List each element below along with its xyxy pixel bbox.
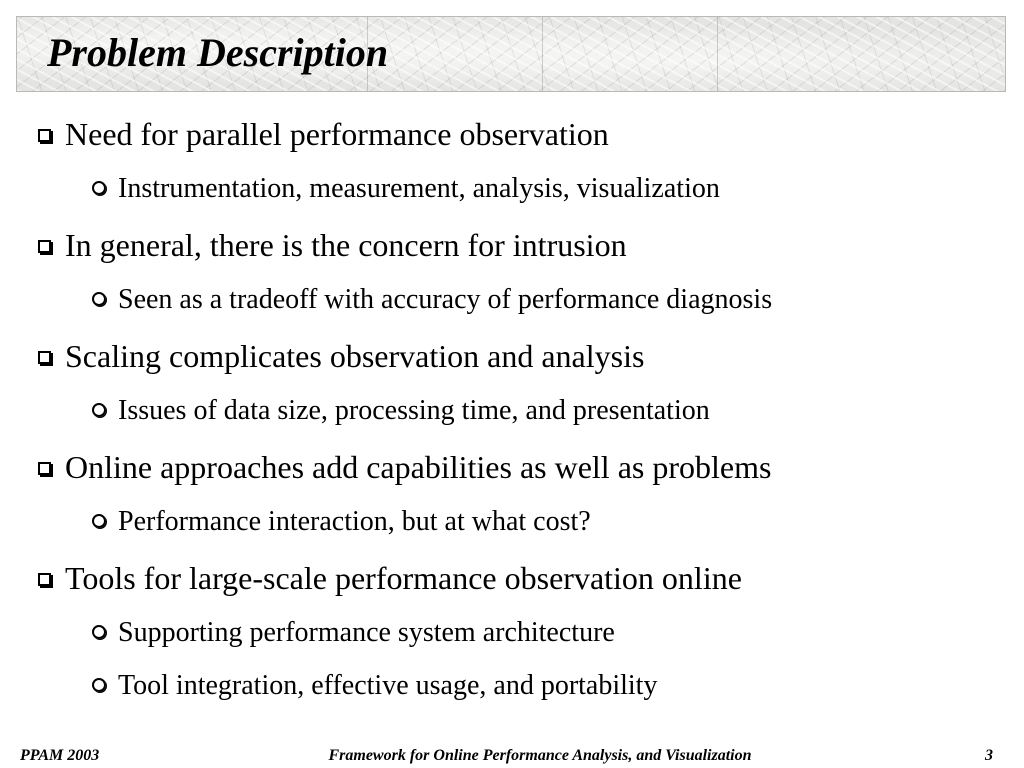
hollow-square-bullet-icon bbox=[38, 462, 51, 475]
sub-bullet-item bbox=[92, 670, 657, 702]
bullet-text: Online approaches add capabilities as well as problems bbox=[65, 449, 772, 485]
sub-bullet-text: Supporting performance system architecture bbox=[118, 617, 615, 648]
hollow-square-bullet-icon bbox=[38, 573, 51, 586]
hollow-circle-bullet-icon bbox=[92, 403, 106, 417]
hollow-square-bullet-icon bbox=[38, 240, 51, 253]
footer-page-number: 3 bbox=[985, 747, 993, 764]
hollow-circle-bullet-icon bbox=[92, 625, 106, 639]
sub-bullet-text: Tool integration, effective usage, and portability bbox=[118, 670, 658, 701]
banner-tile-seam bbox=[542, 17, 543, 91]
hollow-circle-bullet-icon bbox=[92, 292, 106, 306]
title-banner bbox=[16, 16, 1006, 92]
hollow-square-bullet-icon bbox=[38, 351, 51, 364]
sub-bullet-item bbox=[92, 395, 710, 427]
bullet-item bbox=[38, 560, 742, 596]
sub-bullet-item bbox=[92, 617, 615, 649]
sub-bullet-item bbox=[92, 284, 772, 316]
bullet-text: Scaling complicates observation and analysis bbox=[65, 338, 645, 374]
bullet-item bbox=[38, 227, 627, 263]
footer-conference: PPAM 2003 bbox=[20, 747, 100, 764]
hollow-circle-bullet-icon bbox=[92, 514, 106, 528]
hollow-square-bullet-icon bbox=[38, 129, 51, 142]
slide-title: Problem Description bbox=[47, 30, 389, 75]
sub-bullet-item bbox=[92, 173, 720, 205]
banner-tile-seam bbox=[717, 17, 718, 91]
footer-presentation-title: Framework for Online Performance Analysis, and Visualization bbox=[328, 747, 752, 764]
bullet-item bbox=[38, 449, 771, 485]
sub-bullet-text: Instrumentation, measurement, analysis, visualization bbox=[118, 173, 720, 204]
sub-bullet-text: Performance interaction, but at what cost? bbox=[118, 506, 591, 537]
hollow-circle-bullet-icon bbox=[92, 181, 106, 195]
hollow-circle-bullet-icon bbox=[92, 678, 106, 692]
bullet-item bbox=[38, 338, 644, 374]
sub-bullet-item bbox=[92, 506, 591, 538]
bullet-text: Need for parallel performance observation bbox=[65, 116, 609, 152]
sub-bullet-text: Seen as a tradeoff with accuracy of performance diagnosis bbox=[118, 284, 773, 315]
bullet-text: In general, there is the concern for intrusion bbox=[65, 227, 627, 263]
sub-bullet-text: Issues of data size, processing time, and presentation bbox=[118, 395, 710, 426]
bullet-item bbox=[38, 116, 609, 152]
bullet-text: Tools for large-scale performance observation online bbox=[65, 560, 742, 596]
